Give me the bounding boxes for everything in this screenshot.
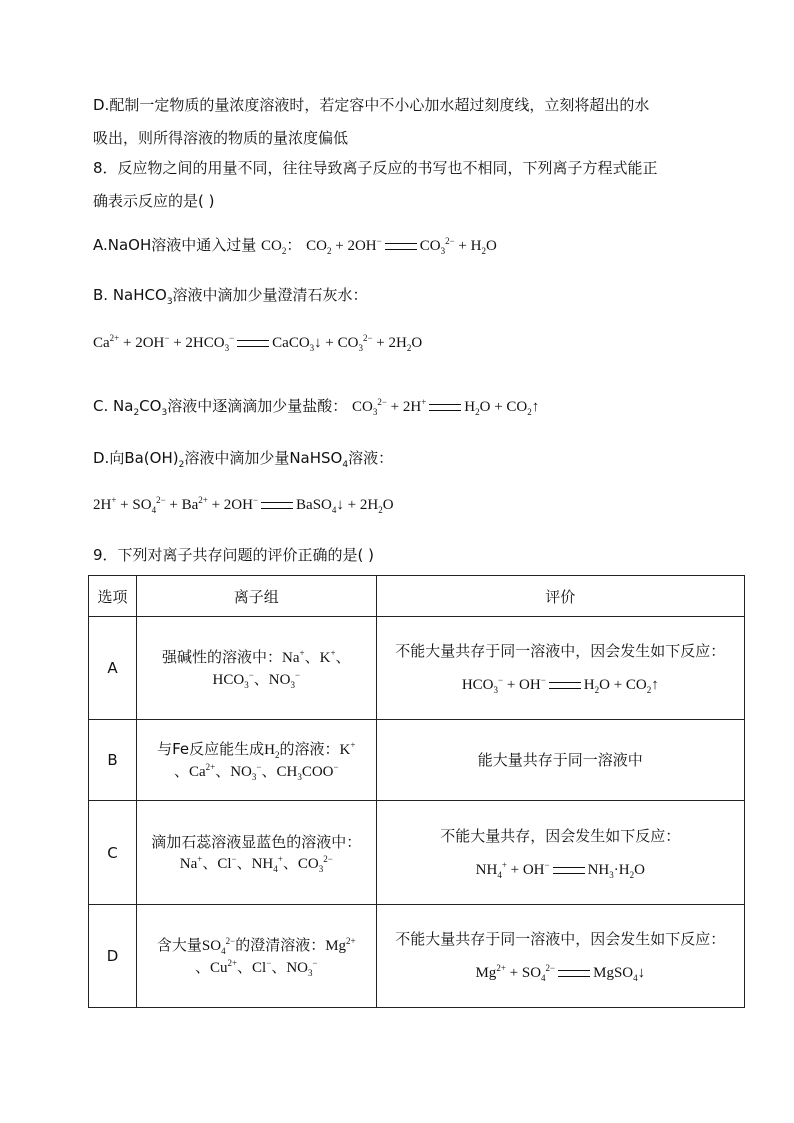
q8-option-d-text: D.向$Ba(OH)_2$溶液中滴加少量NaHSO$_4$溶液：	[93, 449, 394, 470]
q8-option-a-reagent: $CO_2$	[261, 238, 287, 256]
row-ions: 滴加石蕊溶液显蓝色的溶液中： Na+、Cl−、$NH_4^+$、$CO_3^{2-}$	[136, 801, 376, 905]
q8-stem-line1: 8．反应物之间的用量不同，往往导致离子反应的书写也不相同，下列离子方程式能正	[93, 159, 658, 177]
row-ions: 含大量$SO_4^{2-}$的澄清溶液：$Mg^{2+}$ 、$Cu^{2+}$、Cl−、$NO_3^-$	[136, 905, 376, 1008]
q8-option-a-equation: $CO_2 + 2OH^-$ $CO_3^{2-} + H_2O$	[306, 236, 497, 256]
row-evaluation: 不能大量共存，因会发生如下反应： $NH_4^+ + OH^-$ $NH_3\cdot H_2O$	[376, 801, 744, 905]
q8-stem-line2: 确表示反应的是( )	[93, 192, 215, 210]
row-evaluation: 不能大量共存于同一溶液中，因会发生如下反应： $Mg^{2+} + SO_4^{2-}$ MgSO$_4$↓	[376, 905, 744, 1008]
q9-stem: 9．下列对离子共存问题的评价正确的是( )	[93, 546, 375, 564]
q8-option-a-text: A.NaOH溶液中通入过量	[93, 236, 262, 254]
row-option: D	[89, 905, 137, 1008]
q8-option-d-equation: $2H^+ + SO_4^{2-} + Ba^{2+} + 2OH^-$ BaSO$_4$↓ + $2H_2O$	[93, 495, 394, 515]
q8-option-d	[93, 448, 393, 468]
q8-option-b-text: B. NaHCO$_3$溶液中滴加少量澄清石灰水：	[93, 286, 368, 307]
q8-option-c-equation: $CO_3^{2-} + 2H^+$ $H_2O$ + $CO_2↑$	[351, 397, 540, 417]
row-evaluation: 能大量共存于同一溶液中	[376, 720, 744, 801]
header-ions: 离子组	[136, 576, 376, 617]
q8-option-c-text: C. $Na_2CO_3$溶液中逐滴滴加少量盐酸：	[93, 397, 348, 418]
table-row	[89, 801, 745, 905]
table-row	[89, 905, 745, 1008]
table-row	[89, 720, 745, 801]
table-header-row	[89, 576, 745, 617]
q8-option-a: A.NaOH溶液中通入过量 $CO_2$： $CO_2 + 2OH^-$ $CO_3^{2-} + H_2O$	[93, 236, 497, 256]
header-option: 选项	[89, 576, 137, 617]
q7-option-d-line1: D.配制一定物质的量浓度溶液时，若定容中不小心加水超过刻度线，立刻将超出的水	[93, 96, 650, 114]
header-evaluation: 评价	[376, 576, 744, 617]
q9-table	[88, 575, 745, 1008]
q8-option-b-equation: $Ca^{2+} + 2OH^- + 2HCO_3^-$ CaCO$_3$↓ + $CO_3^{2-} + 2H_2O$	[93, 333, 423, 353]
q7-option-d-line2: 吸出，则所得溶液的物质的量浓度偏低	[93, 129, 349, 147]
row-option: B	[89, 720, 137, 801]
row-option: A	[89, 617, 137, 720]
row-ions: 强碱性的溶液中：Na+、K+、 $HCO_3^-$、$NO_3^-$	[136, 617, 376, 720]
q8-option-c	[93, 396, 539, 417]
row-ions: 与Fe反应能生成$H_2$的溶液：K+ 、$Ca^{2+}$、$NO_3^-$、$CH_3COO^-$	[136, 720, 376, 801]
table-row	[89, 617, 745, 720]
row-evaluation: 不能大量共存于同一溶液中，因会发生如下反应： $HCO_3^- + OH^-$ $H_2O$ + $CO_2↑$	[376, 617, 744, 720]
row-option: C	[89, 801, 137, 905]
q8-option-b	[93, 285, 368, 305]
